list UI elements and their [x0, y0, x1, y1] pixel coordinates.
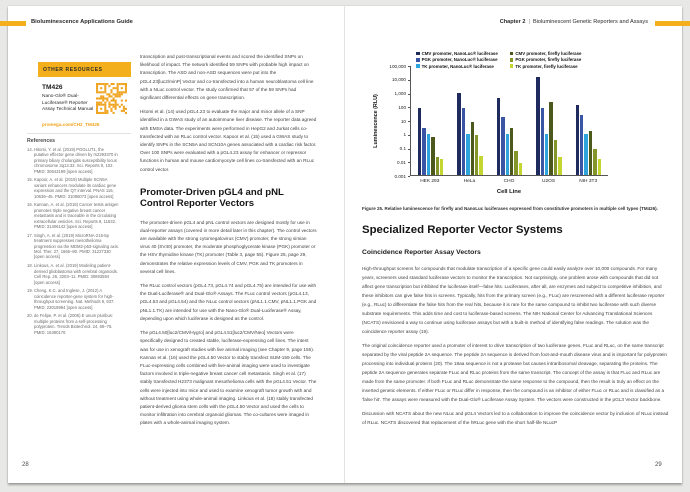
reference-text: Cheng, K.C. and Inglese, J. (2012) A coincidence reporter-gene system for high-throughput screening. Nat. Methods 9, 937. PMID: 23018994 [open access]: [34, 288, 115, 310]
reference-number: 19.: [27, 288, 33, 294]
page-number-left: 28: [22, 462, 29, 468]
chart-bar: [589, 131, 592, 175]
x-tick-label: U2OS: [542, 179, 556, 184]
resource-link[interactable]: promega.com/CH2_TM426: [42, 122, 100, 127]
resource-code: TM426: [42, 84, 63, 91]
chart-bar: [545, 134, 548, 175]
body-paragraph: The pGL4.50[luc2/CMV/Hygro] and pGL4.51[luc2/CMV/Neo] Vectors were specifically designed to created stable, luciferase-expressing cell lines. The intent was for use in xenograft studies with live animal imaging (see Chapter 9, page 156). Kannan et al. (16) used the pGL4.50 Vector to stably transfect SUM-159 cells. The FLuc-expressing cells combined with live-animal imaging were used to investigate factors involved in triple-negative breast cancer cell metastasis. Singh et al. (17) stably transfected H2373 malignant mesothelioma cells with the pGL4.51 Vector. The cells were injected into mice and used to examine xenograft tumor growth with and without treatment using whole-animal imaging. Linkous et al. (18) stably transfected patient-derived glioma stem cells with the pGL4.50 Vector and used the cells to monitor infiltration into cerebral organoid gliomas. The co-cultures were imaged in plates with a whole-animal imaging system.: [140, 330, 317, 426]
chart-bar: [549, 102, 552, 175]
chapter-title: Bioluminescent Genetic Reporters and Assays: [532, 19, 648, 25]
right-running-header: [500, 19, 648, 25]
reference-text: Kapoor, A. et al. (2019) Multiple SCN5A variant enhancers modulate its cardiac gene expression and the QT interval. PNAS 116, 10636–45. PMID: 31086073 [open access]: [34, 177, 117, 199]
x-tick-label: CHO: [503, 179, 515, 184]
legend-label: CMV promoter, NanoLuc® luciferase: [421, 51, 498, 56]
reference-text: de Felipe, P. et al. (2006) E unum pluribus: multiple proteins from a self-processing polyprotein. Trends Biotechnol. 24, 68–75. PMID: 16380176: [34, 313, 114, 335]
chart-bar: [501, 117, 504, 175]
y-tick-mark: [408, 80, 410, 81]
left-header-accent-bar: [0, 21, 26, 26]
body-paragraph: Hitomi et al. (14) used pGL4.23 to evaluate the major and minor allele of a SNP identified in a GWAS study of an autoimmune liver disease. The reporter data agreed with EMSA data. The experiments were performed in HepG2 and Jurkat cells co-transfected with an RLuc control vector. Kapoor et al. (15) used a GWAS study to identify SNPs in the SCN5A and SCN10A genes associated with a cardiac risk factor. Over 100 SNPs were evaluated with a pGL4.23 assay for enhancer or repressor functions in human and mouse cardiomyocyte cell lines co-transfected with an RLuc control vector.: [140, 109, 317, 172]
y-tick-mark: [408, 162, 410, 163]
chart-bar: [436, 157, 439, 175]
body-paragraph: Discussion with NCATS about the new NLuc and pGL4 Vectors led to a collaboration to improve the coincidence vector by inclusion of NLuc instead of RLuc. NCATS discovered that replacement of the hRLuc gene with the short half-life NLucP: [362, 411, 669, 425]
reference-number: 18.: [27, 263, 33, 269]
chart-bar: [497, 98, 500, 175]
reference-text: Linkous, A. et al. (2019) Modeling patient-derived glioblastoma with cerebral organoids. Cell Rep. 26, 3203–11. PMID: 30893594 [open access]: [34, 263, 119, 285]
y-tick-label: 1: [403, 132, 406, 138]
chart-bar-group: [529, 66, 568, 175]
legend-swatch: [510, 58, 514, 62]
legend-item: [416, 57, 498, 62]
legend-label: TK promoter, firefly luciferase: [515, 63, 578, 69]
chart-bar: [471, 122, 474, 175]
body-paragraph: The original coincidence reporter used a promoter of interest to drive transcription of two luciferase genes, FLuc and RLuc, on the same transcript separated by the viral peptide 2A sequence. The peptide 2A sequence is derived from foot-and-mouth disease virus and is important for polyprotein processing into individual proteins (20). The 18aa sequence is not a protease but causes intraribosomal cleavage, separating the proteins. The peptide 2A sequence generates separate FLuc and RLuc proteins from the same transcript. The concept of the assay is that FLuc and RLuc are made from the same promoter. If both FLuc and RLuc demonstrate the same response to the compound, then the result is truly an effect on the inserted genetic elements. If either FLuc or RLuc differ in response, then the compound is an inhibitor of either FLuc or RLuc and is classified as a 'false hit'. The assays were measured with the Dual-Glo® Luciferase Assay System. The vectors were constructed in the pGL3 Vector backbone.: [362, 343, 668, 402]
page-number-right: 29: [655, 462, 662, 468]
header-separator: |: [528, 19, 530, 25]
reference-item: [27, 233, 119, 260]
chart-bar-group: [569, 66, 608, 175]
legend-label: PGK promoter, NanoLuc® luciferase: [421, 57, 498, 63]
qr-code-pattern: [96, 83, 127, 114]
references-list: [27, 147, 119, 338]
x-tick-label: HeLa: [463, 179, 476, 184]
left-main-column: [140, 53, 317, 434]
legend-label: TK promoter, NanoLuc® luciferase: [421, 63, 494, 69]
chart-bar: [541, 108, 544, 176]
reference-item: [27, 313, 119, 335]
chart-bar: [466, 134, 469, 175]
chart-bar: [514, 151, 517, 175]
y-tick-label: 100,000: [389, 63, 406, 69]
reference-number: 15.: [27, 177, 33, 183]
y-tick-label: 0.01: [397, 159, 406, 165]
reference-item: [27, 288, 119, 310]
references-header: References: [27, 138, 55, 144]
chart-bar: [519, 163, 522, 175]
body-paragraph: High-throughput screens for compounds that modulate transcription of a specific gene could easily analyze over 10,000 compounds. For many years, screeners used standard luciferase vectors to monitor the transcription. Not surprisingly, one problem arose with compounds that did not affect gene transcription but inhibited the luciferase itself—false hits. Luciferases, after all, are enzymes and subject to competitive inhibition, and these inhibitors can give false hits in screens. Typically, hits from the primary screen (e.g., FLuc) are rescreened with a different luciferase reporter (e.g., RLuc) to differentiate the false hits from the real hits, because it is rare for the same compound to inhibit two luciferase with such diverse substrate requirements. This adds time and cost to luciferase-based screens. The NIH National Center for Advancing Translational Sciences (NCATS) envisioned a way to continue using luciferase assays but with a built-in method of identifying false readings. The solution was the coincidence reporter assay (19).: [362, 266, 665, 334]
reference-text: Kannan, A. et al. (2019) Cancer testis antigen promotes triple negative breast cancer metastasis and is traceable in the circulating extracellular vesicles. Sci. Reports 9, 11632. PMID: 31406142 [open access]: [34, 202, 119, 230]
body-paragraph: The promoter-driven pGL4 and pNL control vectors are designed mostly for use in dual-reporter assays (covered in more detail later in this chapter). The control vectors are available with the strong cytomegalovirus (CMV) promoter, the strong simian virus 40 (SV40) promoter, the moderate phosphoglycerate kinase (PGK) promoter or the HSV thymidine kinase (TK) promoter (Table 3, page 55). Figure 25, page 29, demonstrates the relative expression levels of CMV, PGK and TK promoters in several cell lines.: [140, 219, 317, 274]
reference-item: [27, 202, 119, 229]
x-tick-label: NIH 3T3: [579, 179, 598, 184]
chart-plot: [410, 63, 608, 176]
chart-bar: [593, 149, 596, 175]
legend-item: [510, 57, 582, 62]
x-tick-label: HEK 293: [420, 179, 440, 184]
left-running-header: Bioluminescence Applications Guide: [31, 19, 133, 25]
section-heading-pgl4-pnl: Promoter-Driven pGL4 and pNL Control Reporter Vectors: [140, 186, 284, 210]
reference-text: Hitomi, Y. et al. (2019) POGLUT1, the putative effector gene driven by rs2293370 in primary biliary cholangitis susceptibility locus chromosome 3q13.33. Sci. Reports 9, 102. PMID: 30643199 [open access]: [34, 147, 118, 174]
legend-label: PGK promoter, firefly luciferase: [515, 57, 582, 63]
right-header-accent-bar: [655, 21, 690, 26]
chart-bar: [479, 156, 482, 175]
y-tick-label: 1,000: [394, 91, 406, 96]
chart-bar-group: [490, 66, 529, 175]
reference-item: [27, 177, 119, 199]
reference-number: 20.: [27, 313, 33, 319]
x-axis-title: Cell Line: [496, 189, 522, 195]
other-resources-label: OTHER RESOURCES: [43, 66, 103, 73]
y-tick-label: 0.001: [394, 173, 406, 179]
y-tick-mark: [408, 121, 410, 122]
chart-bar: [554, 140, 557, 175]
body-paragraph: transcription and post-transcriptional events and scored the identified SNPs on likelihood of impact. The network identified 59 SNPs with probable high impact on transcription. The ASD and non-ASD sequences were put into the pGL4.23[luc2/minP] Vector and co-transfected into a human neuroblastoma cell line with a NLuc control vector. The study confirmed that 57 of the 59 SNPs had significant differential effects on gene transcription.: [140, 54, 314, 101]
reference-text: Singh, A. et al. (2019) MicroRNA-215-5p treatment suppresses mesothelioma progression via the MDM2-p53-signaling axis. Mol. Ther. 27, 1665–80. PMID: 31227330 [open access]: [34, 232, 119, 260]
reference-number: 14.: [27, 147, 33, 152]
sidebar-divider: [27, 133, 131, 134]
y-tick-mark: [408, 149, 410, 150]
chart-bar: [558, 157, 561, 175]
reference-item: [27, 147, 119, 174]
qr-code: [96, 83, 127, 114]
other-resources-box: [38, 62, 131, 77]
y-tick-label: 100: [398, 104, 406, 110]
chart-bar: [536, 77, 539, 175]
page-gutter-divider: [344, 6, 345, 483]
chart-bar: [440, 159, 443, 175]
chart-bar: [457, 93, 460, 175]
chart-bar: [580, 115, 583, 175]
reference-number: 17.: [27, 232, 33, 238]
chart-bar: [510, 128, 513, 175]
y-tick-mark: [408, 94, 410, 95]
legend-item: [416, 51, 498, 56]
legend-swatch: [510, 52, 514, 56]
section-heading-specialized: Specialized Reporter Vector Systems: [362, 224, 563, 236]
y-tick-label: 10,000: [391, 77, 406, 83]
chart-bar: [598, 159, 601, 175]
chart-bar: [475, 135, 478, 175]
chart-bar: [584, 134, 587, 175]
y-tick-mark: [408, 66, 410, 67]
chart-bar: [431, 137, 434, 175]
legend-swatch: [416, 52, 420, 56]
resource-title: Nano-Glo® Dual-Luciferase® Reporter Assay Technical Manual: [42, 94, 94, 113]
right-main-column: [362, 224, 670, 432]
chart-bar-group: [450, 66, 489, 175]
figure-25-chart: [362, 50, 667, 202]
x-axis-labels: [410, 179, 608, 184]
body-paragraph: The RLuc control vectors (pGL4.73, pGL4.74 and pGL4.75) are intended for use with the Dual-Luciferase® and Dual-Glo® Assays. The FLuc control vectors (pGL4.13, pGL4.53 and pGL4.54) and the NLuc control vectors (pNL1.1.CMV, pNL1.1.PGK and pNL1.1.TK) are intended for use with the Nano-Glo® Dual-Luciferase® Assay, depending upon which luciferase is designed as the control.: [140, 283, 317, 321]
chapter-label: Chapter 2: [499, 19, 526, 25]
legend-label: CMV promoter, firefly luciferase: [515, 51, 582, 56]
y-tick-label: 0.1: [399, 146, 406, 151]
chart-bar: [418, 108, 421, 176]
legend-item: [510, 51, 582, 56]
chart-bar: [506, 134, 509, 175]
chart-bar-group: [411, 66, 450, 175]
reference-number: 16.: [27, 202, 33, 208]
y-axis-title: Luminescence (RLU): [373, 94, 379, 148]
chart-bar: [576, 105, 579, 175]
figure-caption: Figure 25. Relative luminescence for firefly and NanoLuc luciferases expressed from constitutive promoters in multiple cell types (TM426).: [362, 206, 658, 211]
y-tick-mark: [408, 135, 410, 136]
chart-bar: [427, 134, 430, 175]
y-tick-mark: [408, 107, 410, 108]
y-tick-label: 10: [400, 118, 406, 124]
legend-swatch: [416, 58, 420, 62]
reference-item: [27, 263, 119, 285]
chart-bar: [422, 128, 425, 175]
y-tick-mark: [408, 176, 410, 177]
subsection-heading-coincidence: Coincidence Reporter Assay Vectors: [362, 249, 481, 256]
chart-bar: [462, 108, 465, 175]
